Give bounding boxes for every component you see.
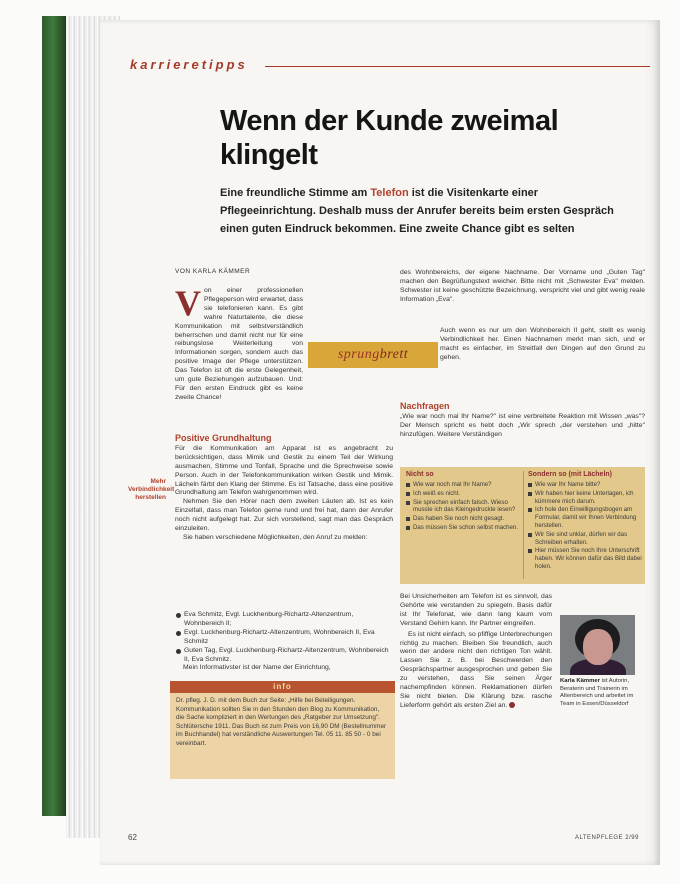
col2-paragraph-5-text: Es ist nicht einfach, so pfiffige Unterbrechungen richtig zu machen. Bleiben Sie freundlich, auch wenn der andere nicht den richtigen Ton wählt. Lassen Sie z. B. bei Beschwerden den Gesprächspartner ausgesprochen und geben Sie zu verstehen, dass Sie seinen Ärger nachempfinden können. Reklamationen dürfen Sie nicht bieten. Die Klärung bzw. rasche Lieferform gehört als ersten Ziel an. [400,630,552,709]
list-item: Das müssen Sie schon selbst machen. [406,524,521,532]
deck [220,184,615,238]
headline: Wenn der Kunde zweimal klingelt [220,105,559,171]
list-item: Wir Sie sind unklar, dürfen wir das Schreiben erhalten. [528,531,643,547]
compare-left-list [406,481,521,533]
book-cover-edge [42,16,66,816]
kicker-rule [265,66,650,67]
col2-paragraph-4: Bei Unsicherheiten am Telefon ist es sinnvoll, das Gehörte wie verstanden zu spiegeln. Basis dafür ist Ihr Telefonat, wie dann lang kaum vom Verstand Gehirn kann. Ihr Partner eingreifen. [400,593,552,627]
page-number: 62 [128,833,137,842]
author-caption [560,678,638,708]
subhead-positive-grundhaltung: Positive Grundhaltung [175,433,272,443]
section-kicker: karrieretipps [130,57,248,72]
column-2-nachfragen [400,398,645,440]
sprungbrett-word-2: brett [379,347,409,362]
subhead-nachfragen: Nachfragen [400,401,450,411]
author-photo [560,615,635,675]
caption-text: ist Autorin, Beraterin und Trainerin im Altenbereich und arbeitet im Team in Essen/Düsseldorf [560,678,634,707]
col2-paragraph-3: „Wie war noch mal Ihr Name?" ist eine verbreitete Reaktion mit Wissen „was"? Der Mensch spricht es hebt doch „Wir sprech „der verstehen und „hitte" hinzufügen. Weitere Verständigen [400,412,645,438]
list-item: Eva Schmitz, Evgl. Luckhenburg-Richartz-Altenzentrum, Wohnbereich II; [175,611,393,629]
list-item: Ich hole den Einwilligungsbogen am Formular, damit wir Ihnen Verbindung herstellen. [528,506,643,529]
list-item: Wie war Ihr Name bitte? [528,481,643,489]
list-item: Wie war noch mal Ihr Name? [406,481,521,489]
end-mark-icon [509,702,515,708]
col1-paragraph-2: Für die Kommunikation am Apparat ist es angebracht zu berücksichtigen, dass Mimik und Gestik zu einem Teil der Wirkung ausmachen, Stimme und Tonfall, Sprache und die Sprechweise sowie Person. Auch in der Telefonkommunikation wirken Gestik und Mimik. Lächeln färbt den Klang der Stimme. Es ist Tatsache, dass eine positive Grundhaltung am Telefon wahrgenommen wird. [175,444,393,497]
deck-text-start: Eine freundliche Stimme am [220,187,371,199]
margin-note: Mehr Verbindlichkeit herstellen [128,478,175,501]
caption-name: Karla Kämmer [560,678,600,684]
intro-column-narrow [175,283,303,403]
list-item: Evgl. Luckhenburg-Richartz-Altenzentrum, Wohnbereich II, Eva Schmitz [175,629,393,647]
column-2-top [400,269,645,305]
page-shadow [645,20,660,865]
greeting-examples-list [175,611,393,673]
info-text: Dr. pfleg. J. D. mit dem Buch zur Seite: „Hilfe bei Beteiligungen. Kommunikation sollten Sie in den Stunden den Blog zu Kommunikation, die Sache kompliziert in den Wertungen des „Ratgeber zur Umsetzung". Schlütersche 1911. Das Buch ist zum Preis von 16,90 DM (Bestellnummer im Buchhandel) hat verständliche Auswertungen Tel. 05 11. 85 50 - 0 bei vereinbart. [176,697,387,747]
list-item: Sie sprechen einfach falsch. Wieso musste ich das Kleingedruckte lesen? [406,499,521,515]
list-item: Hier müssen Sie noch Ihre Unterschrift haben. Wir können dafür das Bild dabei holen. [528,547,643,570]
column-2-bottom [400,593,552,711]
compare-right-list [528,481,643,572]
column-1 [175,430,393,543]
comparison-box [400,467,645,584]
folio: ALTENPFLEGE 2/99 [575,835,639,841]
sprungbrett-logo [308,342,438,368]
list-item: Das haben Sie noch nicht gesagt. [406,515,521,523]
author-byline: VON KARLA KÄMMER [175,268,251,275]
col2-paragraph-1: des Wohnbereichs, der eigene Nachname. Der Vorname und „Guten Tag" machen den Begrüßungstext weicher. Bitte nicht mit „Schwester Eva" melden. Schwester ist keine geschützte Bezeichnung, verspricht viel und gibt wenig reale Information „Eva". [400,269,645,303]
sprungbrett-word-1: sprung [337,347,380,362]
column-2-mid [440,327,645,363]
info-title: info [170,681,395,693]
col1-paragraph-3: Nehmen Sie den Hörer nach dem zweiten Läuten ab. Ist es kein Einzelfall, dass man Telefon gerne rund und frei hat, dann der Anrufer noch nicht aufgelegt hat. Zur sich vorstellend, sagt man das Gespräch einzuleiten. [175,498,393,533]
list-item: Guten Tag, Evgl. Luckhenburg-Richartz-Altenzentrum, Wohnbereich II, Eva Schmitz. [175,647,393,665]
compare-right-title: Sondern so (mit Lächeln) [528,471,613,478]
col2-paragraph-5 [400,631,552,711]
compare-left-title: Nicht so [406,471,434,478]
compare-divider [523,471,524,579]
deck-text-end: ist die Visitenkarte einer Pflegeeinrichtung. Deshalb muss der Anrufer bereits beim ersten Gespräch einen guten Eindruck bekommen. Eine zweite Chance gibt es selten [220,187,614,235]
col2-paragraph-2: Auch wenn es nur um den Wohnbereich II geht, stellt es wenig Verbindlichkeit her. Einen Nachnamen merkt man sich, und er macht es einfacher, im Streitfall den Dingen auf den Grund zu gehen. [440,327,645,361]
photo-face [583,629,613,665]
deck-highlight: Telefon [370,187,409,199]
col1-paragraph-5: Mein Informativster ist der Name der Einrichtung, [183,664,331,672]
intro-paragraph: on einer professionellen Pflegeperson wird erwartet, dass sie telefonieren kann. Es gibt wahre Naturtalente, die diese Kommunikation mit selbstverständlich beherrschen und damit nicht nur für eine reibungslose Weiterleitung von Informationen sorgen, sondern auch das positive Image der Pflege unterstützen. Das Telefon ist oft die erste Gelegenheit, um gute Beziehungen aufzubauen. Und: Für den ersten Eindruck gibt es keine zweite Chance! [175,287,303,401]
list-item: Wir haben hier keine Unterlagen, ich kümmere mich darum. [528,490,643,506]
drop-cap: V [175,283,201,323]
col1-paragraph-4: Sie haben verschiedene Möglichkeiten, den Anruf zu melden: [183,533,368,541]
list-item: Ich weiß es nicht. [406,490,521,498]
info-box [170,681,395,779]
